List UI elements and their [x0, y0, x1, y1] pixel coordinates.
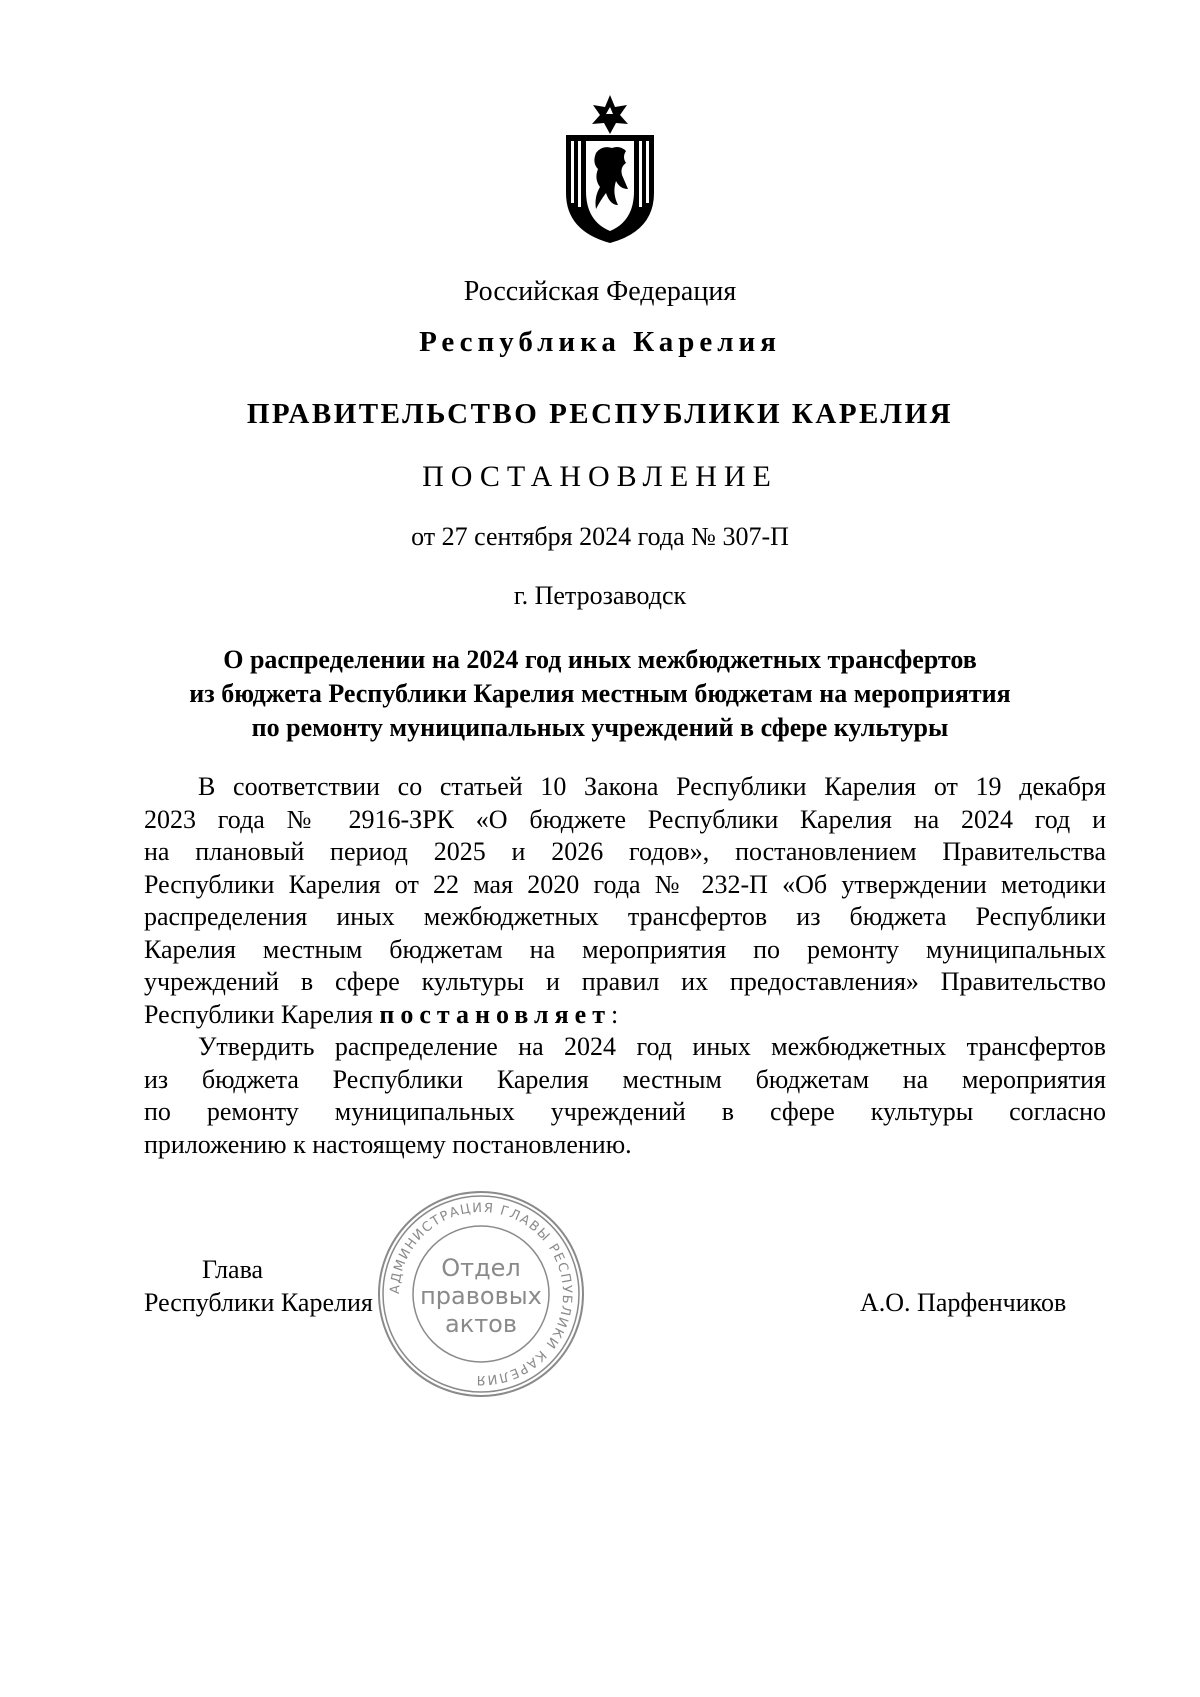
document-title: [0, 643, 1200, 745]
body-line: Республики Карелия от 22 мая 2020 года № 232-П «Об утверждении методики: [144, 869, 1106, 899]
stamp-line-2: правовых: [420, 1282, 542, 1310]
title-line: по ремонту муниципальных учреждений в сфере культуры: [251, 713, 949, 742]
body-line: приложению к настоящему постановлению.: [144, 1129, 632, 1159]
resolves-word: постановляет: [379, 999, 611, 1029]
republic-of-karelia-emblem-icon: [560, 93, 660, 243]
body-line: Утвердить распределение на 2024 год иных межбюджетных трансфертов: [198, 1032, 1106, 1061]
body-line: на плановый период 2025 и 2026 годов», постановлением Правительства: [144, 837, 1106, 866]
signature-name: А.О. Парфенчиков: [860, 1288, 1067, 1317]
government-name: ПРАВИТЕЛЬСТВО РЕСПУБЛИКИ КАРЕЛИЯ: [246, 398, 954, 430]
signature-title: Глава: [202, 1255, 264, 1284]
body-line: Карелия местным бюджетам на мероприятия по ремонту муниципальных: [144, 934, 1106, 964]
region-name: Республика Карелия: [419, 326, 781, 358]
body-line: из бюджета Республики Карелия местным бюджетам на мероприятия: [144, 1064, 1106, 1094]
body-line: по ремонту муниципальных учреждений в сфере культуры согласно: [144, 1097, 1106, 1126]
body-line-prefix: Республики Карелия: [144, 999, 380, 1029]
signature-region: Республики Карелия: [144, 1288, 373, 1317]
body-line: 2023 года № 2916-ЗРК «О бюджете Республики Карелия на 2024 год и: [144, 804, 1106, 834]
stamp-ring-text: АДМИНИСТРАЦИЯ ГЛАВЫ РЕСПУБЛИКИ КАРЕЛИЯ: [387, 1200, 575, 1388]
body-line: В соответствии со статьей 10 Закона Республики Карелия от 19 декабря: [198, 772, 1106, 801]
body-line: распределения иных межбюджетных трансфертов из бюджета Республики: [144, 902, 1106, 931]
body-line-resolves: [144, 999, 1106, 1032]
stamp-line-1: Отдел: [441, 1254, 521, 1282]
document-type: ПОСТАНОВЛЕНИЕ: [422, 460, 778, 493]
title-line: О распределении на 2024 год иных межбюджетных трансфертов: [223, 645, 977, 674]
body-line-suffix: :: [610, 999, 619, 1029]
country-name: Российская Федерация: [463, 276, 737, 307]
document-date-number: от 27 сентября 2024 года № 307-П: [411, 522, 789, 551]
document-city: г. Петрозаводск: [513, 581, 687, 610]
title-line: из бюджета Республики Карелия местным бюджетам на мероприятия: [189, 679, 1011, 708]
body-line: учреждений в сфере культуры и правил их предоставления» Правительство: [144, 967, 1106, 996]
legal-department-stamp: [375, 1188, 587, 1400]
document-body: [144, 771, 1106, 1161]
stamp-line-3: актов: [444, 1310, 518, 1338]
